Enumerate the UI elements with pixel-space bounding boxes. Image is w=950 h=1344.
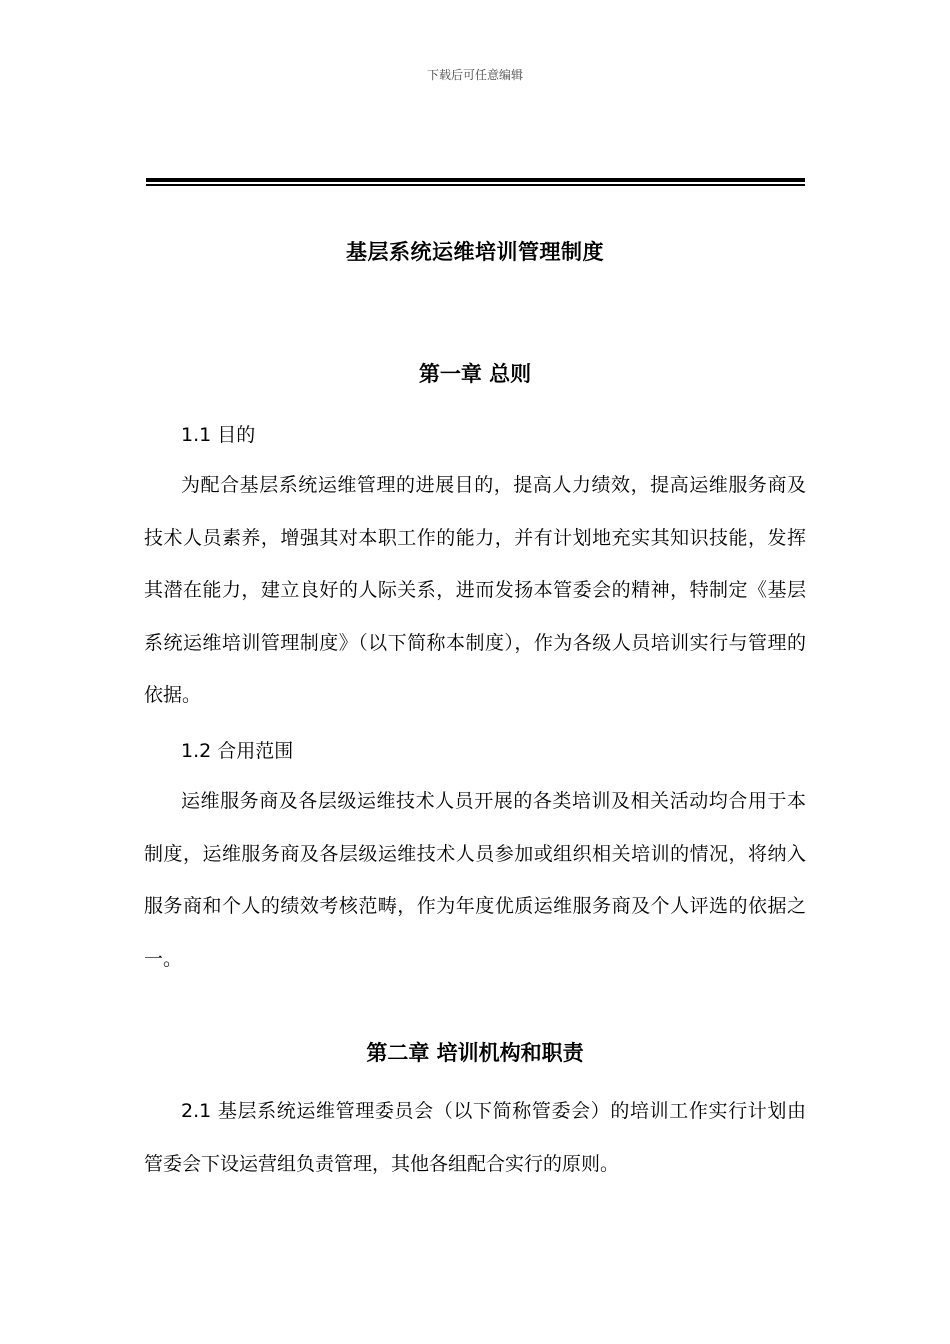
section-1-2-body: 运维服务商及各层级运维技术人员开展的各类培训及相关活动均合用于本制度，运维服务商及各层级运维技术人员参加或组织相关培训的情况，将纳入服务商和个人的绩效考核范畴，作为年度优质运维服务商及个人评选的依据之一。	[144, 790, 806, 970]
section-2-1-body: 2.1 基层系统运维管理委员会（以下简称管委会）的培训工作实行计划由管委会下设运营组负责管理，其他各组配合实行的原则。	[144, 1100, 806, 1175]
chapter-2-title: 第二章 培训机构和职责	[366, 1041, 584, 1065]
header-rule-thin	[146, 184, 805, 186]
section-1-2-heading: 1.2 合用范围	[181, 740, 294, 762]
document-title: 基层系统运维培训管理制度	[346, 240, 604, 264]
header-note: 下载后可任意编辑	[426, 68, 523, 82]
chapter-1-title: 第一章 总则	[418, 362, 532, 386]
section-1-1-body: 为配合基层系统运维管理的进展目的，提高人力绩效，提高运维服务商及技术人员素养，增强其对本职工作的能力，并有计划地充实其知识技能，发挥其潜在能力，建立良好的人际关系，进而发扬本管委会的精神，特制定《基层系统运维培训管理制度》（以下简称本制度），作为各级人员培训实行与管理的依据。	[144, 474, 806, 706]
section-1-1-heading: 1.1 目的	[181, 424, 256, 446]
header-rule-thick	[146, 178, 805, 182]
